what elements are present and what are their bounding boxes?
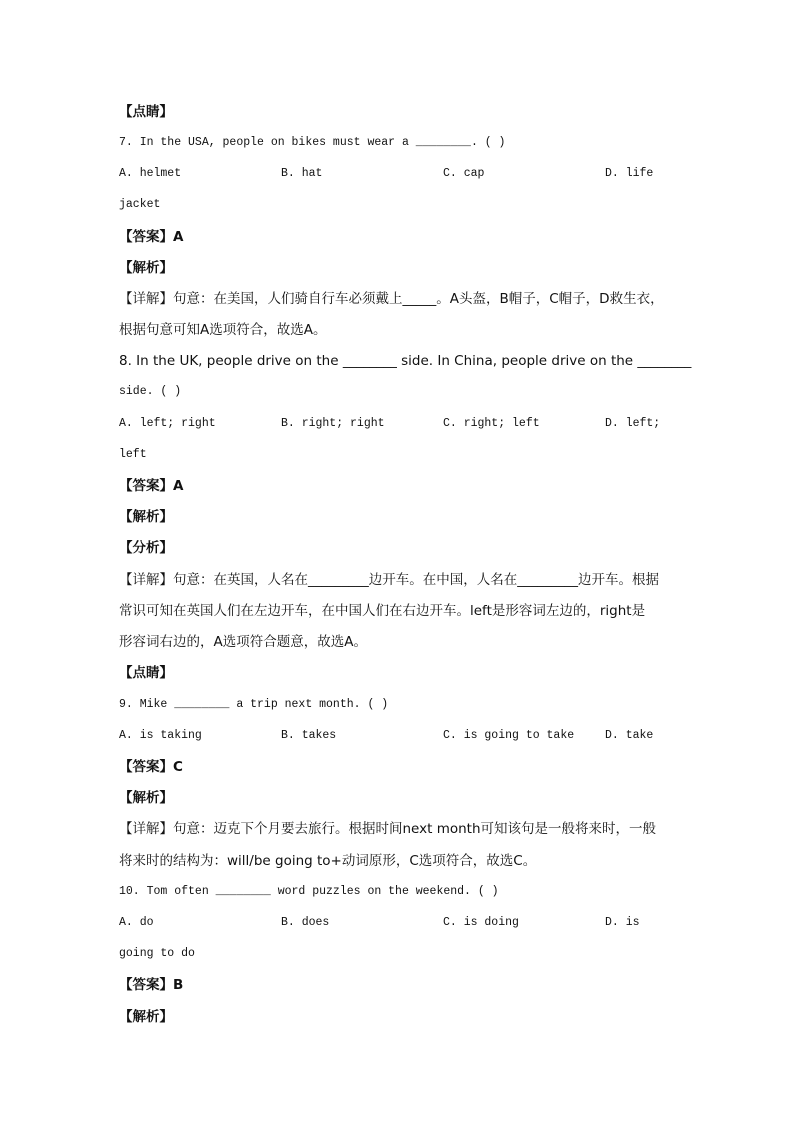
- question-9-stem: 9. Mike ________ a trip next month. ( ): [119, 698, 389, 711]
- q9-jiexi-label: 【解析】: [119, 790, 173, 806]
- q8-detail-line-2: 常识可知在英国人们在左边开车，在中国人们在右边开车。left是形容词左边的，right是: [119, 603, 646, 619]
- q7-option-b: B. hat: [281, 167, 323, 180]
- q8-option-d: D. left;: [605, 417, 661, 430]
- q8-option-c: C. right; left: [443, 417, 540, 430]
- q10-option-c: C. is doing: [443, 916, 519, 929]
- q7-option-a: A. helmet: [119, 167, 182, 180]
- dianjing-label: 【点睛】: [119, 104, 173, 120]
- q8-fenxi-label: 【分析】: [119, 540, 173, 556]
- q8-option-d-wrap: left: [119, 448, 147, 461]
- q10-option-d-wrap: going to do: [119, 947, 195, 960]
- q9-detail-line-1: 【详解】句意：迈克下个月要去旅行。根据时间next month可知该句是一般将来时，一般: [119, 821, 657, 837]
- q9-option-d: D. take: [605, 729, 654, 742]
- q8-dianjing-label: 【点睛】: [119, 665, 173, 681]
- q8-detail-line-1: 【详解】句意：在英国，人名在_________边开车。在中国，人名在_________边开车。根据: [119, 572, 659, 588]
- q7-detail-line-1: 【详解】句意：在美国，人们骑自行车必须戴上_____。A头盔，B帽子，C帽子，D救生衣，: [119, 291, 664, 307]
- q7-detail-line-2: 根据句意可知A选项符合，故选A。: [119, 322, 327, 338]
- question-8-stem-line-2: side. ( ): [119, 385, 182, 398]
- q9-detail-line-2: 将来时的结构为：will/be going to+动词原形，C选项符合，故选C。: [119, 853, 537, 869]
- question-8-stem-line-1: 8. In the UK, people drive on the ________ side. In China, people drive on the ________: [119, 353, 692, 369]
- q8-answer: 【答案】A: [119, 478, 184, 494]
- q10-option-a: A. do: [119, 916, 154, 929]
- question-10-stem: 10. Tom often ________ word puzzles on the weekend. ( ): [119, 885, 499, 898]
- q10-option-b: B. does: [281, 916, 330, 929]
- q8-option-b: B. right; right: [281, 417, 385, 430]
- q9-option-c: C. is going to take: [443, 729, 575, 742]
- q10-jiexi-label: 【解析】: [119, 1009, 173, 1025]
- q8-jiexi-label: 【解析】: [119, 509, 173, 525]
- q7-jiexi-label: 【解析】: [119, 260, 173, 276]
- q7-option-d: D. life: [605, 167, 654, 180]
- question-7-stem: 7. In the USA, people on bikes must wear a ________. ( ): [119, 136, 506, 149]
- q10-answer: 【答案】B: [119, 977, 184, 993]
- q9-answer: 【答案】C: [119, 759, 183, 775]
- q9-option-b: B. takes: [281, 729, 337, 742]
- q8-option-a: A. left; right: [119, 417, 216, 430]
- q7-answer: 【答案】A: [119, 229, 184, 245]
- q7-option-d-wrap: jacket: [119, 198, 161, 211]
- q10-option-d: D. is: [605, 916, 640, 929]
- q9-option-a: A. is taking: [119, 729, 202, 742]
- q8-detail-line-3: 形容词右边的，A选项符合题意，故选A。: [119, 634, 367, 650]
- q7-option-c: C. cap: [443, 167, 485, 180]
